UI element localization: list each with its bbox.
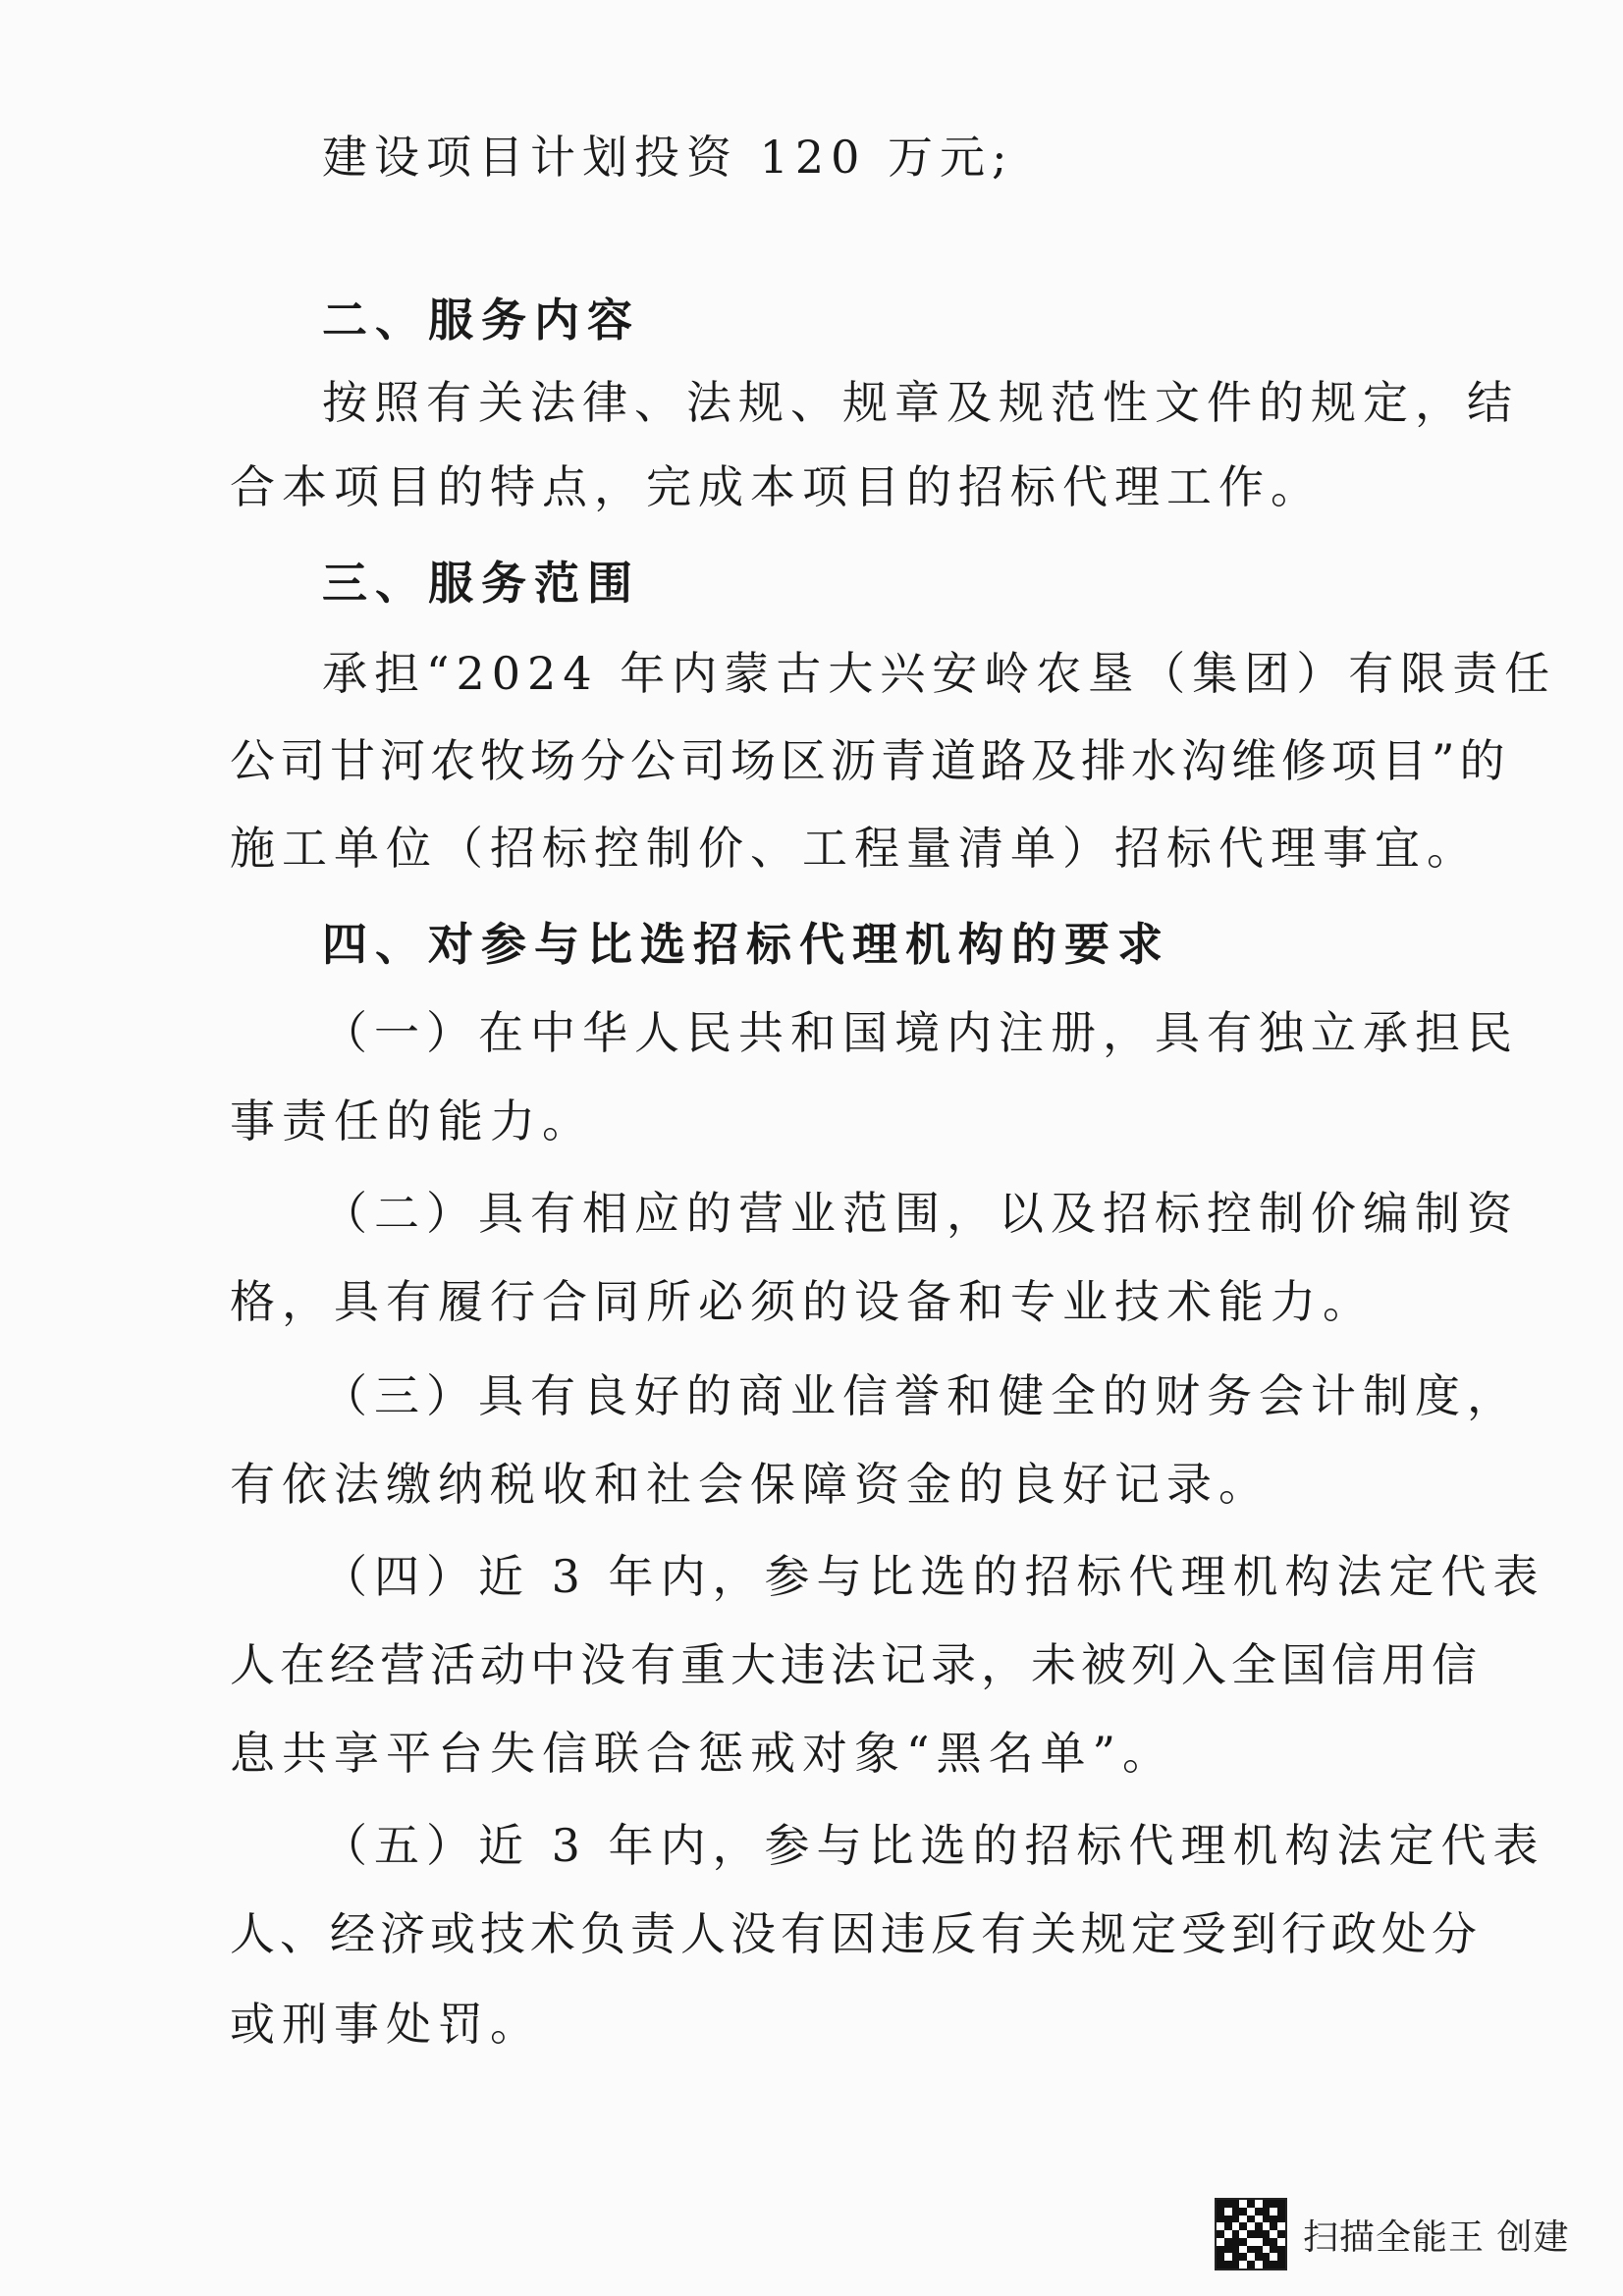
section-heading: 二、服务内容 xyxy=(322,294,640,347)
section-heading: 三、服务范围 xyxy=(322,557,640,610)
text-line: 建设项目计划投资 120 万元; xyxy=(322,131,1014,184)
text-line: （二）具有相应的营业范围，以及招标控制价编制资 xyxy=(322,1187,1519,1240)
section-heading: 四、对参与比选招标代理机构的要求 xyxy=(322,918,1170,971)
text-line: （一）在中华人民共和国境内注册，具有独立承担民 xyxy=(322,1006,1519,1059)
text-line: 事责任的能力。 xyxy=(230,1095,594,1148)
text-line: 人在经营活动中没有重大违法记录，未被列入全国信用信 xyxy=(230,1638,1482,1691)
watermark-text: 扫描全能王 创建 xyxy=(1303,2216,1570,2258)
text-line: 有依法缴纳税收和社会保障资金的良好记录。 xyxy=(230,1458,1271,1511)
scanner-watermark xyxy=(1215,2195,1569,2273)
text-line: 合本项目的特点，完成本项目的招标代理工作。 xyxy=(230,460,1323,513)
text-line: （五）近 3 年内，参与比选的招标代理机构法定代表 xyxy=(322,1819,1545,1872)
qr-code-icon xyxy=(1215,2198,1287,2270)
text-line: 人、经济或技术负责人没有因违反有关规定受到行政处分 xyxy=(230,1907,1482,1960)
text-line: 按照有关法律、法规、规章及规范性文件的规定，结 xyxy=(322,376,1519,429)
text-line: 格，具有履行合同所必须的设备和专业技术能力。 xyxy=(230,1275,1375,1328)
text-line: （四）近 3 年内，参与比选的招标代理机构法定代表 xyxy=(322,1550,1545,1603)
text-line: 或刑事处罚。 xyxy=(230,1998,542,2051)
text-line: （三）具有良好的商业信誉和健全的财务会计制度， xyxy=(322,1369,1519,1422)
text-line: 施工单位（招标控制价、工程量清单）招标代理事宜。 xyxy=(230,822,1479,875)
text-line: 公司甘河农牧场分公司场区沥青道路及排水沟维修项目”的 xyxy=(230,734,1510,787)
text-line: 承担“2024 年内蒙古大兴安岭农垦（集团）有限责任 xyxy=(322,647,1557,700)
text-line: 息共享平台失信联合惩戒对象“黑名单”。 xyxy=(230,1727,1175,1780)
